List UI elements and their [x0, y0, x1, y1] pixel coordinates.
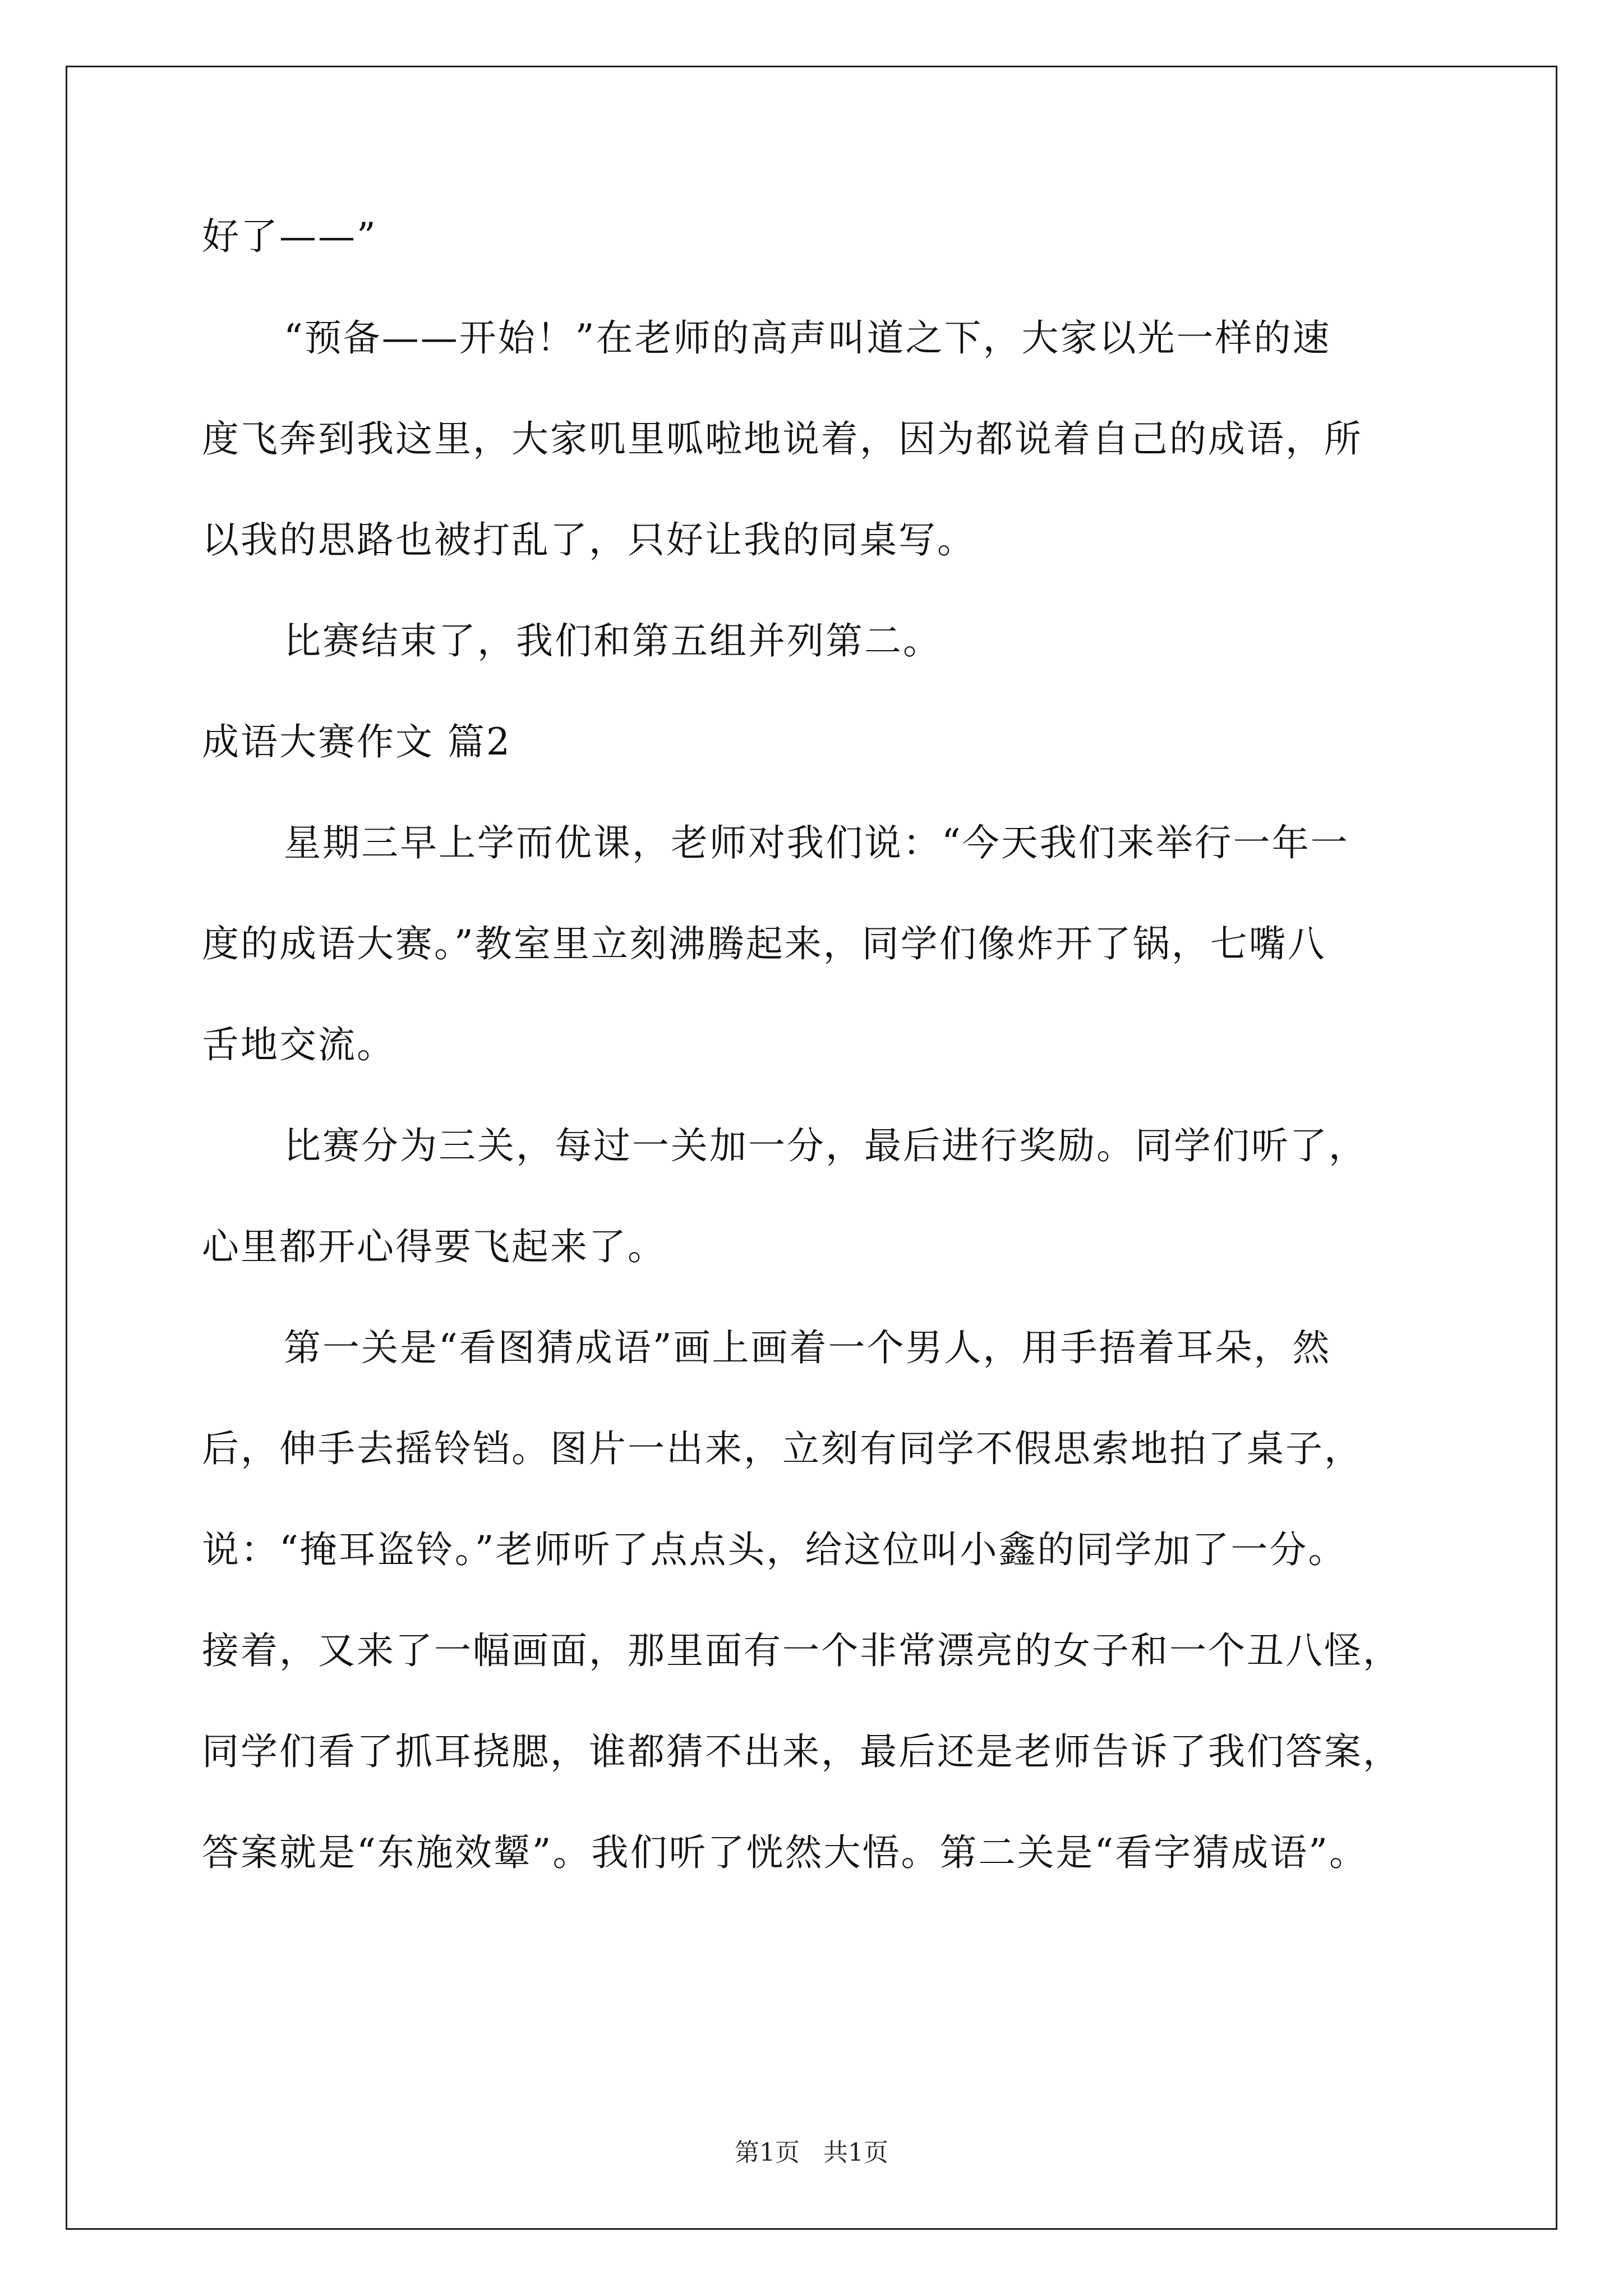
- text-line: 心里都开心得要飞起来了。: [202, 1225, 666, 1268]
- page-number: 第1页: [735, 2138, 800, 2167]
- text-line: 舌地交流。: [202, 1023, 395, 1066]
- text-line: 说：“掩耳盗铃。”老师听了点点头，给这位叫小鑫的同学加了一分。: [202, 1528, 1347, 1571]
- text-line: 后，伸手去摇铃铛。图片一出来，立刻有同学不假思索地拍了桌子，: [202, 1427, 1363, 1470]
- text-line: 第一关是“看图猜成语”画上画着一个男人，用手捂着耳朵，然: [284, 1326, 1331, 1369]
- text-line: 答案就是“东施效颦”。我们听了恍然大悟。第二关是“看字猜成语”。: [202, 1831, 1368, 1874]
- text-line: 比赛结束了，我们和第五组并列第二。: [284, 619, 942, 662]
- text-line: 以我的思路也被打乱了，只好让我的同桌写。: [202, 518, 976, 562]
- text-line: 星期三早上学而优课，老师对我们说：“今天我们来举行一年一: [284, 821, 1349, 864]
- text-line: 同学们看了抓耳挠腮，谁都猜不出来，最后还是老师告诉了我们答案，: [202, 1730, 1401, 1773]
- text-line: 好了——”: [202, 215, 377, 258]
- page-footer: [0, 2136, 1623, 2170]
- section-heading: 成语大赛作文 篇2: [202, 720, 511, 763]
- page-total: 共1页: [823, 2138, 888, 2167]
- text-line: 接着，又来了一幅画面，那里面有一个非常漂亮的女子和一个丑八怪，: [202, 1629, 1401, 1672]
- text-line: “预备——开始！”在老师的高声叫道之下，大家以光一样的速: [284, 316, 1331, 360]
- text-line: 比赛分为三关，每过一关加一分，最后进行奖励。同学们听了，: [284, 1124, 1367, 1167]
- text-line: 度的成语大赛。”教室里立刻沸腾起来，同学们像炸开了锅，七嘴八: [202, 922, 1326, 965]
- text-line: 度飞奔到我这里，大家叽里呱啦地说着，因为都说着自己的成语，所: [202, 417, 1363, 461]
